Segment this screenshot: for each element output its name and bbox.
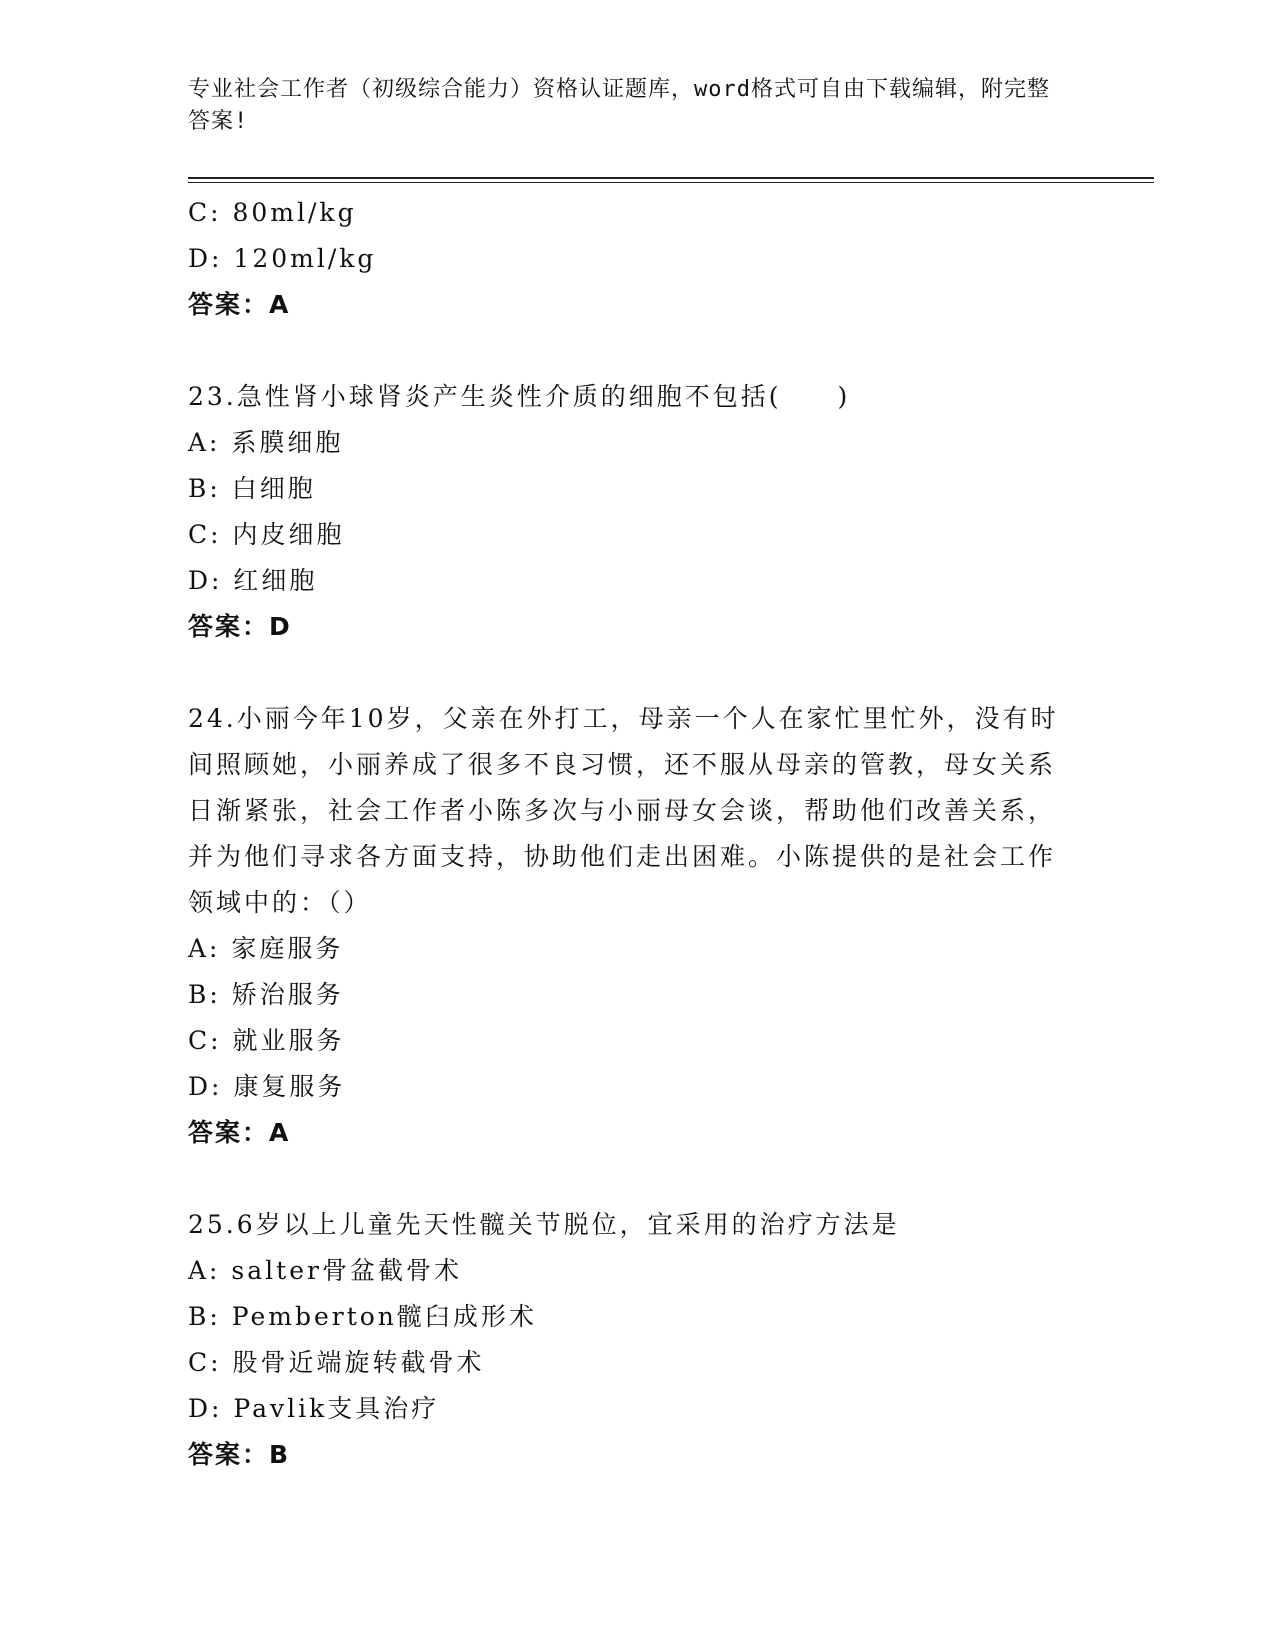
spacer — [188, 1156, 1068, 1202]
option-c: C: 80ml/kg — [188, 198, 357, 227]
answer — [188, 1110, 1068, 1156]
question-24 — [188, 696, 1068, 1156]
option-b: B: Pemberton髋臼成形术 — [188, 1302, 537, 1331]
answer-label: 答案： — [188, 290, 270, 319]
option-c: C: 股骨近端旋转截骨术 — [188, 1348, 485, 1377]
question-25 — [188, 1202, 1068, 1478]
answer — [188, 1432, 1068, 1478]
answer-value: D — [269, 612, 293, 641]
answer-label: 答案： — [188, 1440, 270, 1469]
answer-label: 答案： — [188, 612, 270, 641]
answer-label: 答案： — [188, 1118, 270, 1147]
option-c: C: 就业服务 — [188, 1026, 345, 1055]
question-list — [188, 190, 1068, 1478]
question-22 — [188, 190, 1068, 328]
spacer — [188, 328, 1068, 374]
document-header: 专业社会工作者（初级综合能力）资格认证题库，word格式可自由下载编辑，附完整答案! — [188, 77, 1050, 134]
question-text: 25.6岁以上儿童先天性髋关节脱位，宜采用的治疗方法是 — [188, 1210, 900, 1239]
option-d: D: 康复服务 — [188, 1072, 346, 1101]
answer-value: A — [269, 290, 292, 319]
question-text: 24.小丽今年10岁，父亲在外打工，母亲一个人在家忙里忙外，没有时间照顾她，小丽养成了很多不良习惯，还不服从母亲的管教，母女关系日渐紧张，社会工作者小陈多次与小丽母女会谈，帮助他们改善关系，并为他们寻求各方面支持，协助他们走出困难。小陈提供的是社会工作领域中的：（） — [188, 704, 1059, 917]
answer-value: B — [269, 1440, 292, 1469]
answer-value: A — [269, 1118, 292, 1147]
header-divider-thin — [188, 182, 1154, 183]
header-divider-thick — [188, 177, 1154, 179]
answer — [188, 282, 1068, 328]
option-d: D: Pavlik支具治疗 — [188, 1394, 440, 1423]
answer — [188, 604, 1068, 650]
option-b: B: 矫治服务 — [188, 980, 344, 1009]
option-a: A: 家庭服务 — [188, 934, 344, 963]
spacer — [188, 650, 1068, 696]
option-c: C: 内皮细胞 — [188, 520, 345, 549]
question-text: 23.急性肾小球肾炎产生炎性介质的细胞不包括( ) — [188, 382, 851, 411]
option-d: D: 红细胞 — [188, 566, 318, 595]
option-a: A: salter骨盆截骨术 — [188, 1256, 462, 1285]
question-23 — [188, 374, 1068, 650]
option-b: B: 白细胞 — [188, 474, 316, 503]
option-a: A: 系膜细胞 — [188, 428, 344, 457]
option-d: D: 120ml/kg — [188, 244, 377, 273]
